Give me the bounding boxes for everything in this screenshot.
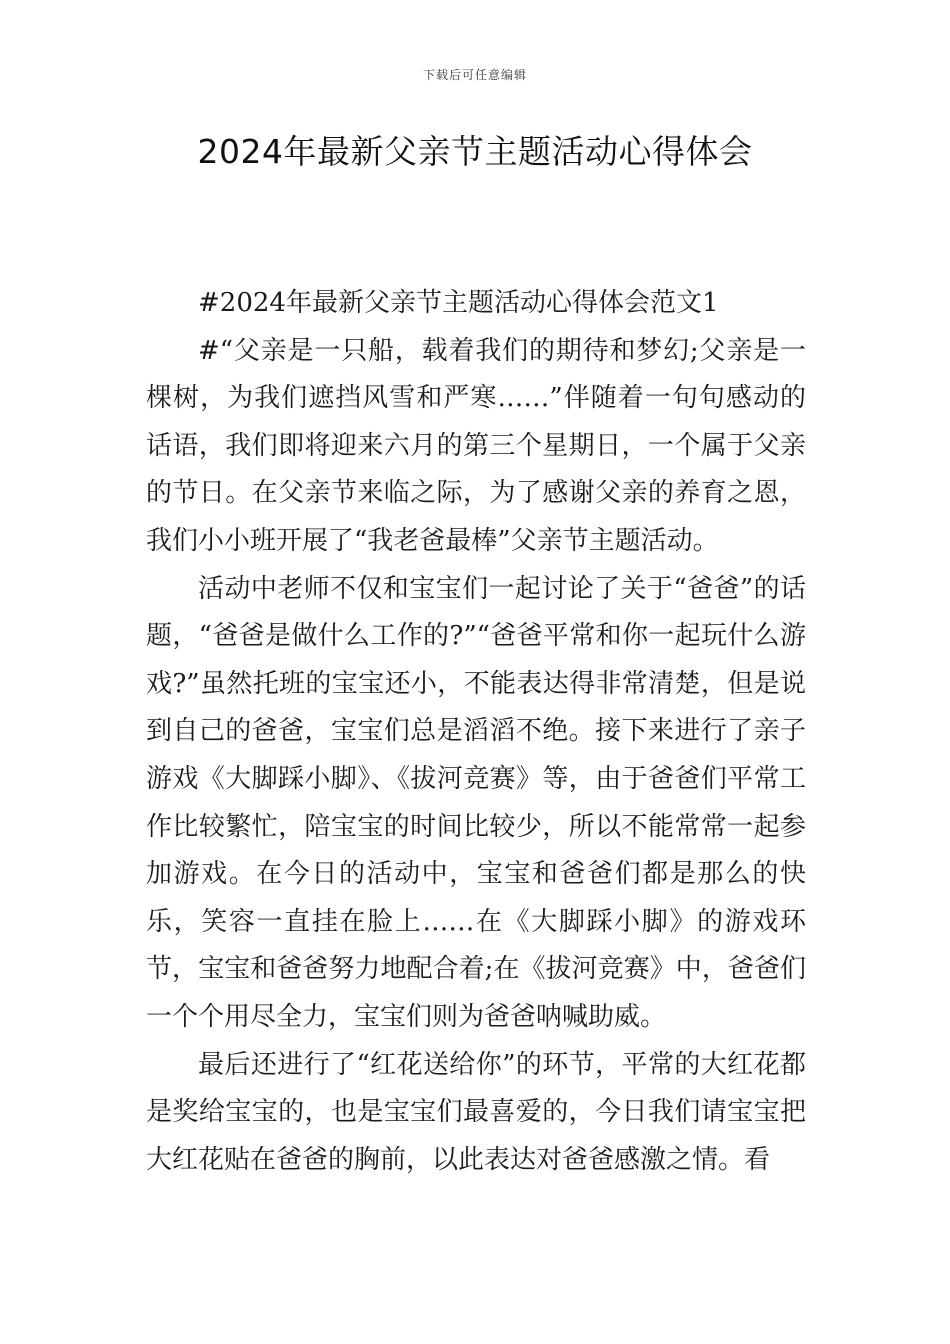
document-body (146, 280, 806, 1184)
header-note: 下载后可任意编辑 (422, 68, 527, 82)
paragraph: #2024年最新父亲节主题活动心得体会范文1 (198, 288, 719, 318)
document-title: 2024年最新父亲节主题活动心得体会 (197, 132, 753, 171)
paragraph: 活动中老师不仅和宝宝们一起讨论了关于“爸爸”的话题，“爸爸是做什么工作的?”“爸爸平常和你一起玩什么游戏?”虽然托班的宝宝还小，不能表达得非常清楚，但是说到自己的爸爸，宝宝们总是滔滔不绝。接下来进行了亲子游戏《大脚踩小脚》、《拔河竞赛》等，由于爸爸们平常工作比较繁忙，陪宝宝的时间比较少，所以不能常常一起参加游戏。在今日的活动中，宝宝和爸爸们都是那么的快乐，笑容一直挂在脸上……在《大脚踩小脚》的游戏环节，宝宝和爸爸努力地配合着;在《拔河竞赛》中，爸爸们一个个用尽全力，宝宝们则为爸爸呐喊助威。 (146, 573, 806, 1032)
paragraph: #“父亲是一只船，载着我们的期待和梦幻;父亲是一棵树，为我们遮挡风雪和严寒……”伴随着一句句感动的话语，我们即将迎来六月的第三个星期日，一个属于父亲的节日。在父亲节来临之际，为了感谢父亲的养育之恩，我们小小班开展了“我老爸最棒”父亲节主题活动。 (146, 335, 806, 556)
paragraph: 最后还进行了“红花送给你”的环节，平常的大红花都是奖给宝宝的，也是宝宝们最喜爱的，今日我们请宝宝把大红花贴在爸爸的胸前，以此表达对爸爸感激之情。看 (146, 1049, 806, 1175)
